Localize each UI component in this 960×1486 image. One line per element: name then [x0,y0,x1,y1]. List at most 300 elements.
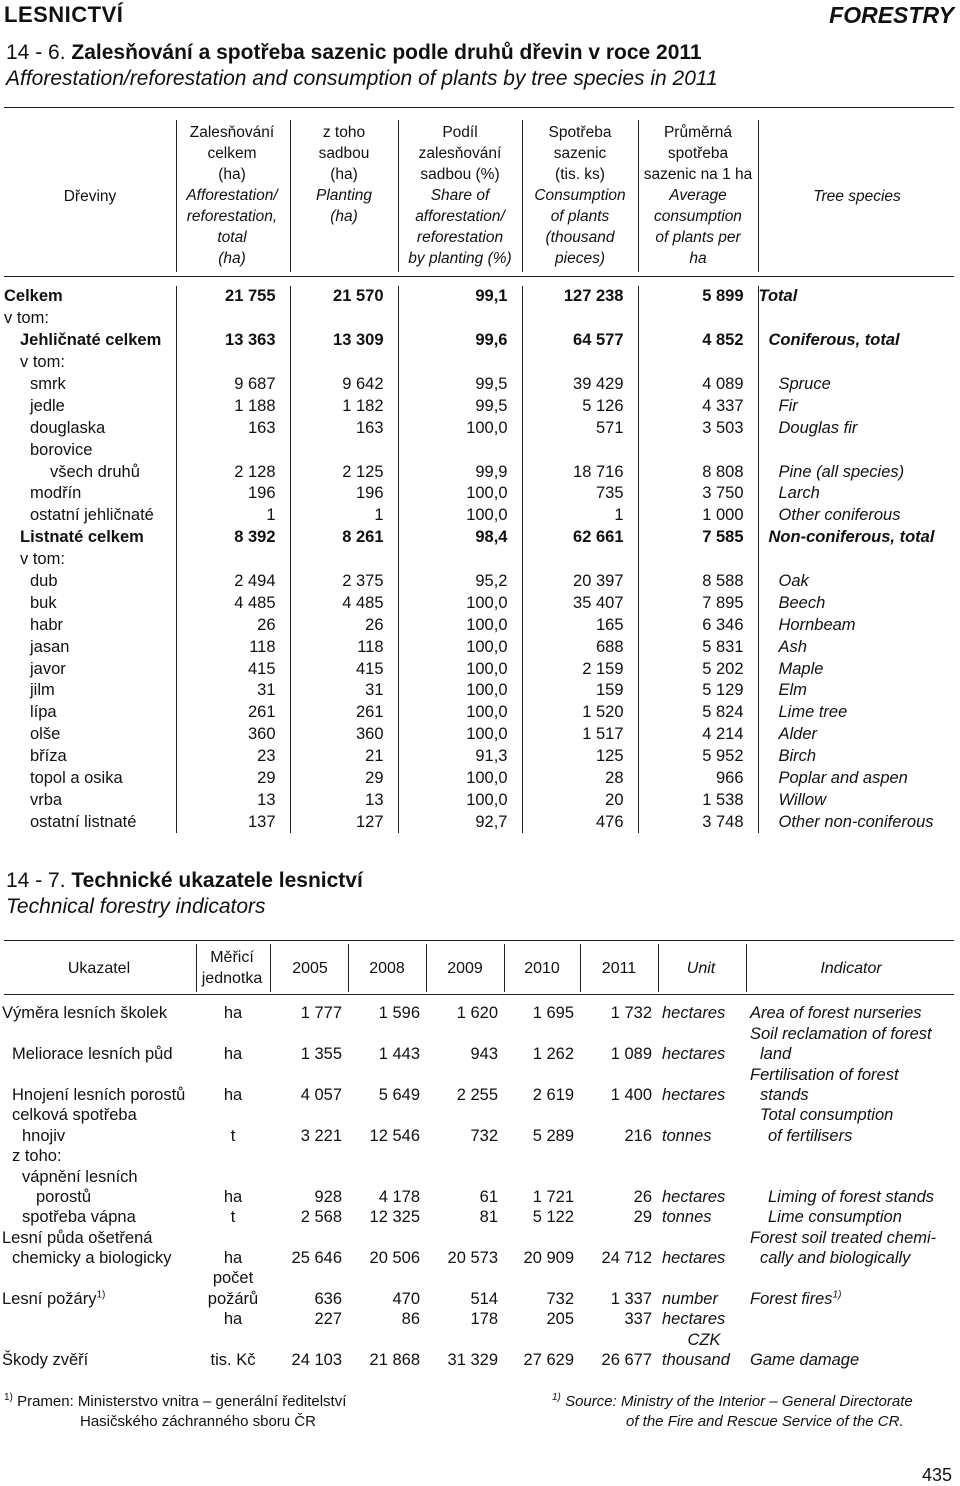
section-title-en: FORESTRY [829,2,954,28]
value-cell [348,1146,426,1166]
species-name-cz: olše [4,724,176,746]
value-cell: 137 [176,811,290,833]
table2-row [2,1268,958,1288]
value-cell [270,1064,348,1084]
value-cell [580,1268,658,1288]
value-cell: 100,0 [398,505,522,527]
indicator-name-cz: Meliorace lesních půd [12,1045,173,1064]
species-name-cz: v tom: [4,549,176,571]
species-name-en: Birch [778,747,817,766]
value-cell: 360 [290,724,398,746]
indicator-name-cz: porostů [36,1187,92,1206]
value-cell [176,439,290,461]
value-cell: 732 [546,1289,574,1308]
indicator-name-en [746,1268,958,1288]
species-name-en: Willow [778,790,827,809]
value-cell: 205 [546,1310,574,1329]
value-cell: 13 363 [176,330,290,352]
table1-row [4,768,956,790]
indicator-name-cz: Lesní požáry$^{1)}$ [2,1289,106,1308]
header-planting: z toho sadbou (ha) Planting (ha) [315,124,372,225]
table2-number: 14 - 7. [6,869,66,892]
value-cell: 12 325 [369,1208,420,1227]
indicator-name-cz [2,1023,196,1043]
species-name-cz: dub [4,571,176,593]
table2-top-rule [4,940,954,941]
indicator-name-cz: chemicky a biologicky [12,1249,172,1268]
header-year-2009: 2009 [447,960,483,977]
value-cell: 1 182 [290,395,398,417]
header-year-2008: 2008 [369,960,405,977]
value-cell: 8 808 [638,461,758,483]
value-cell: 100,0 [398,592,522,614]
indicator-name-en: Lime consumption [768,1208,902,1227]
value-cell: 99,6 [398,330,522,352]
value-cell: 23 [176,746,290,768]
table1-row [4,680,956,702]
species-name-cz: jedle [4,395,176,417]
value-cell: 360 [176,724,290,746]
value-cell: 3 503 [638,417,758,439]
species-name-cz: Jehličnaté celkem [4,330,176,352]
value-cell [504,1166,580,1186]
table1-row [4,330,956,352]
value-cell: 12 546 [369,1126,420,1145]
unit-en [658,1268,746,1288]
table1-row [4,505,956,527]
page-header [4,2,954,32]
value-cell: 1 [290,505,398,527]
value-cell [270,1227,348,1247]
value-cell [270,1146,348,1166]
value-cell: 81 [479,1208,498,1227]
table2-row [2,1064,958,1084]
table1-row [4,417,956,439]
value-cell [522,439,638,461]
indicator-name-cz [2,1309,196,1329]
species-name-cz: ostatní jehličnaté [4,505,176,527]
unit-cz: ha [223,1187,243,1206]
value-cell [426,1105,504,1125]
table2-body [2,1003,958,1370]
unit-en: hectares [662,1085,726,1104]
value-cell: 4 337 [638,395,758,417]
unit-en [658,1166,746,1186]
value-cell: 2 128 [176,461,290,483]
value-cell: 2 159 [522,658,638,680]
header-indicator-cz: Ukazatel [67,960,131,977]
value-cell: 2 375 [290,571,398,593]
species-name-en: Pine (all species) [778,462,905,481]
indicator-name-cz: hnojiv [22,1126,66,1145]
header-unit-en: Unit [686,960,716,977]
value-cell [638,352,758,374]
indicator-name-en: of fertilisers [768,1126,853,1145]
unit-cz [196,1146,270,1166]
header-year-2010: 2010 [524,960,560,977]
value-cell [348,1227,426,1247]
value-cell: 31 [176,680,290,702]
species-name-en: Douglas fir [778,418,858,437]
value-cell: 2 494 [176,571,290,593]
value-cell [270,1105,348,1125]
value-cell: 928 [314,1187,342,1206]
value-cell: 732 [470,1126,498,1145]
indicator-name-cz: spotřeba vápna [22,1208,136,1227]
value-cell: 1 400 [610,1085,652,1104]
value-cell: 1 596 [378,1004,420,1023]
value-cell: 24 103 [291,1351,342,1370]
value-cell: 99,1 [398,286,522,308]
table1-row [4,395,956,417]
value-cell: 118 [176,636,290,658]
unit-en: hectares [662,1249,726,1268]
value-cell: 1 000 [638,505,758,527]
value-cell [580,1146,658,1166]
unit-en: tonnes [662,1126,712,1145]
value-cell [426,1329,504,1349]
value-cell: 7 895 [638,592,758,614]
value-cell: 100,0 [398,702,522,724]
species-name-en: Alder [778,725,818,744]
value-cell: 18 716 [522,461,638,483]
table2-row [2,1105,958,1125]
species-name-cz: jasan [4,636,176,658]
unit-cz [196,1329,270,1349]
value-cell [638,308,758,330]
value-cell [290,352,398,374]
table1-row [4,789,956,811]
value-cell [176,352,290,374]
species-name-en: Non-coniferous, total [768,528,935,547]
table1-row [4,592,956,614]
value-cell [580,1329,658,1349]
value-cell [270,1166,348,1186]
indicator-name-en: Total consumption [760,1106,894,1125]
value-cell: 2 568 [300,1208,342,1227]
value-cell: 514 [470,1289,498,1308]
value-cell [348,1329,426,1349]
species-name-cz: v tom: [4,352,176,374]
table2-row [2,1146,958,1166]
table2-row [2,1085,958,1105]
value-cell: 27 629 [523,1351,574,1370]
value-cell: 4 485 [290,592,398,614]
table1-row [4,614,956,636]
value-cell: 6 346 [638,614,758,636]
species-name-en [758,549,956,571]
value-cell: 159 [522,680,638,702]
indicator-name-en: Game damage [750,1351,860,1370]
table1-row [4,571,956,593]
value-cell: 1 695 [532,1004,574,1023]
value-cell [522,549,638,571]
value-cell: 4 852 [638,330,758,352]
value-cell [580,1064,658,1084]
value-cell: 337 [624,1310,652,1329]
value-cell: 35 407 [522,592,638,614]
table1-number: 14 - 6. [6,41,66,64]
value-cell [348,1166,426,1186]
species-name-cz: borovice [4,439,176,461]
table2-row [2,1166,958,1186]
indicator-name-cz: z toho: [12,1147,62,1166]
species-name-en: Other coniferous [778,506,901,525]
species-name-en [758,439,956,461]
value-cell: 5 122 [532,1208,574,1227]
species-name-en: Ash [778,637,807,656]
unit-cz: ha [223,1310,243,1329]
species-name-cz: modřín [4,483,176,505]
table1-row [4,636,956,658]
value-cell [176,308,290,330]
value-cell [580,1227,658,1247]
value-cell: 2 619 [532,1085,574,1104]
species-name-cz: topol a osika [4,768,176,790]
value-cell [398,308,522,330]
value-cell: 4 089 [638,374,758,396]
table1-row [4,811,956,833]
value-cell: 3 750 [638,483,758,505]
value-cell: 99,5 [398,374,522,396]
unit-cz [196,1166,270,1186]
value-cell: 5 202 [638,658,758,680]
value-cell: 99,5 [398,395,522,417]
unit-en: hectares [662,1187,726,1206]
value-cell: 100,0 [398,724,522,746]
value-cell: 5 126 [522,395,638,417]
unit-en: tonnes [662,1208,712,1227]
value-cell: 1 777 [300,1004,342,1023]
unit-en: hectares [662,1310,726,1329]
value-cell: 127 [290,811,398,833]
unit-cz: ha [223,1004,243,1023]
value-cell: 476 [522,811,638,833]
indicator-name-cz: Výměra lesních školek [2,1004,168,1023]
value-cell: 1 188 [176,395,290,417]
value-cell: 1 732 [610,1004,652,1023]
value-cell: 470 [392,1289,420,1308]
unit-cz: ha [223,1249,243,1268]
value-cell: 5 129 [638,680,758,702]
table2-row [2,1207,958,1227]
table1-body [4,286,956,833]
table1-title [6,40,718,92]
value-cell: 98,4 [398,527,522,549]
value-cell: 20 909 [523,1249,574,1268]
value-cell [504,1227,580,1247]
unit-cz: t [230,1126,236,1145]
header-year-2005: 2005 [292,960,328,977]
value-cell: 415 [290,658,398,680]
table2-row [2,1044,958,1064]
value-cell: 20 573 [447,1249,498,1268]
indicator-name-en: cally and biologically [760,1249,911,1268]
value-cell: 163 [290,417,398,439]
indicator-name-en: Fertilisation of forest [750,1065,899,1084]
indicator-name-cz: Hnojení lesních porostů [12,1085,186,1104]
value-cell [348,1023,426,1043]
species-name-cz: javor [4,658,176,680]
table2-row [2,1288,958,1308]
value-cell [504,1146,580,1166]
value-cell: 196 [290,483,398,505]
value-cell: 100,0 [398,614,522,636]
unit-cz [196,1064,270,1084]
species-name-en: Maple [778,659,824,678]
value-cell: 13 [176,789,290,811]
value-cell: 4 178 [378,1187,420,1206]
unit-en [658,1023,746,1043]
value-cell: 636 [314,1289,342,1308]
value-cell [638,549,758,571]
value-cell [580,1023,658,1043]
indicator-name-en [746,1146,958,1166]
species-name-en: Other non-coniferous [778,812,934,831]
value-cell: 31 329 [447,1351,498,1370]
value-cell: 26 [633,1187,652,1206]
header-indicator-en: Indicator [820,960,882,977]
table2-row [2,1125,958,1145]
header-species-en: Tree species [813,188,901,205]
value-cell: 25 646 [291,1249,342,1268]
value-cell: 125 [522,746,638,768]
value-cell: 26 677 [601,1351,652,1370]
species-name-cz: bříza [4,746,176,768]
value-cell [504,1064,580,1084]
species-name-en: Total [758,287,798,306]
value-cell: 5 289 [532,1126,574,1145]
value-cell: 100,0 [398,789,522,811]
value-cell [580,1166,658,1186]
value-cell [504,1023,580,1043]
unit-en: number [662,1289,718,1308]
species-name-cz: jilm [4,680,176,702]
species-name-en [758,308,956,330]
value-cell [426,1268,504,1288]
species-name-en: Lime tree [778,703,848,722]
header-afforestation: Zalesňování celkem (ha) Afforestation/ reforestation, total (ha) [186,124,278,267]
value-cell: 1 538 [638,789,758,811]
value-cell: 91,3 [398,746,522,768]
unit-cz: počet [212,1269,254,1288]
value-cell: 2 255 [456,1085,498,1104]
unit-en: hectares [662,1045,726,1064]
indicator-name-en: Liming of forest stands [768,1187,934,1206]
unit-en: CZK [687,1330,721,1349]
value-cell [426,1227,504,1247]
value-cell: 29 [176,768,290,790]
value-cell: 5 831 [638,636,758,658]
indicator-name-en: stands [760,1085,809,1104]
value-cell: 9 642 [290,374,398,396]
species-name-cz: douglaska [4,417,176,439]
value-cell: 2 125 [290,461,398,483]
value-cell: 21 755 [176,286,290,308]
value-cell: 571 [522,417,638,439]
indicator-name-en: Forest fires$^{1)}$ [750,1289,842,1308]
indicator-name-cz: Škody zvěří [2,1351,89,1370]
value-cell [522,308,638,330]
value-cell: 62 661 [522,527,638,549]
value-cell: 1 [176,505,290,527]
table1-row [4,658,956,680]
value-cell: 5 899 [638,286,758,308]
unit-en [658,1105,746,1125]
indicator-name-en [746,1309,958,1329]
table1-row [4,527,956,549]
footnote-cz: $^{1)}$ Pramen: Ministerstvo vnitra – generální ředitelství Hasičského záchranného sboru ČR [4,1392,347,1430]
species-name-en: Larch [778,484,820,503]
indicator-name-en: Soil reclamation of forest [750,1024,932,1043]
value-cell: 127 238 [522,286,638,308]
value-cell [426,1023,504,1043]
header-share: Podíl zalesňování sadbou (%) Share of afforestation/ reforestation by planting (%) [408,124,512,267]
value-cell: 29 [633,1208,652,1227]
value-cell: 39 429 [522,374,638,396]
species-name-en: Coniferous, total [768,331,900,350]
species-name-cz: smrk [4,374,176,396]
value-cell [176,549,290,571]
unit-cz: tis. Kč [210,1351,256,1370]
species-name-cz: habr [4,614,176,636]
species-name-en: Beech [778,593,826,612]
value-cell: 100,0 [398,680,522,702]
indicator-name-cz [2,1064,196,1084]
value-cell: 4 485 [176,592,290,614]
indicator-name-cz [2,1268,196,1288]
value-cell: 100,0 [398,417,522,439]
table1-row [4,352,956,374]
value-cell: 1 517 [522,724,638,746]
value-cell: 29 [290,768,398,790]
value-cell: 118 [290,636,398,658]
value-cell: 1 337 [610,1289,652,1308]
unit-en [658,1064,746,1084]
table1-title-cz: Zalesňování a spotřeba sazenic podle druhů dřevin v roce 2011 [71,41,702,64]
value-cell [426,1064,504,1084]
value-cell: 8 261 [290,527,398,549]
section-title-cz: LESNICTVÍ [4,2,124,27]
value-cell: 4 214 [638,724,758,746]
value-cell: 9 687 [176,374,290,396]
value-cell: 735 [522,483,638,505]
value-cell: 7 585 [638,527,758,549]
header-unit-cz: Měřicí jednotka [201,949,263,987]
value-cell [348,1064,426,1084]
value-cell: 1 620 [456,1004,498,1023]
unit-cz [196,1023,270,1043]
table2-title [6,868,363,920]
table1-title-en: Afforestation/reforestation and consumption of plants by tree species in 2011 [6,67,718,90]
value-cell: 216 [624,1126,652,1145]
unit-en: thousand [662,1351,730,1370]
table1-row [4,483,956,505]
table2-row [2,1187,958,1207]
table1-top-rule [4,107,954,108]
species-name-cz: všech druhů [4,461,176,483]
unit-cz: požárů [207,1289,259,1308]
value-cell: 163 [176,417,290,439]
indicator-name-en: Forest soil treated chemi- [750,1228,937,1247]
table1-row [4,286,956,308]
value-cell [398,549,522,571]
value-cell [348,1268,426,1288]
table1-row [4,549,956,571]
value-cell: 21 [290,746,398,768]
unit-en [658,1227,746,1247]
header-species-cz: Dřeviny [63,188,117,205]
